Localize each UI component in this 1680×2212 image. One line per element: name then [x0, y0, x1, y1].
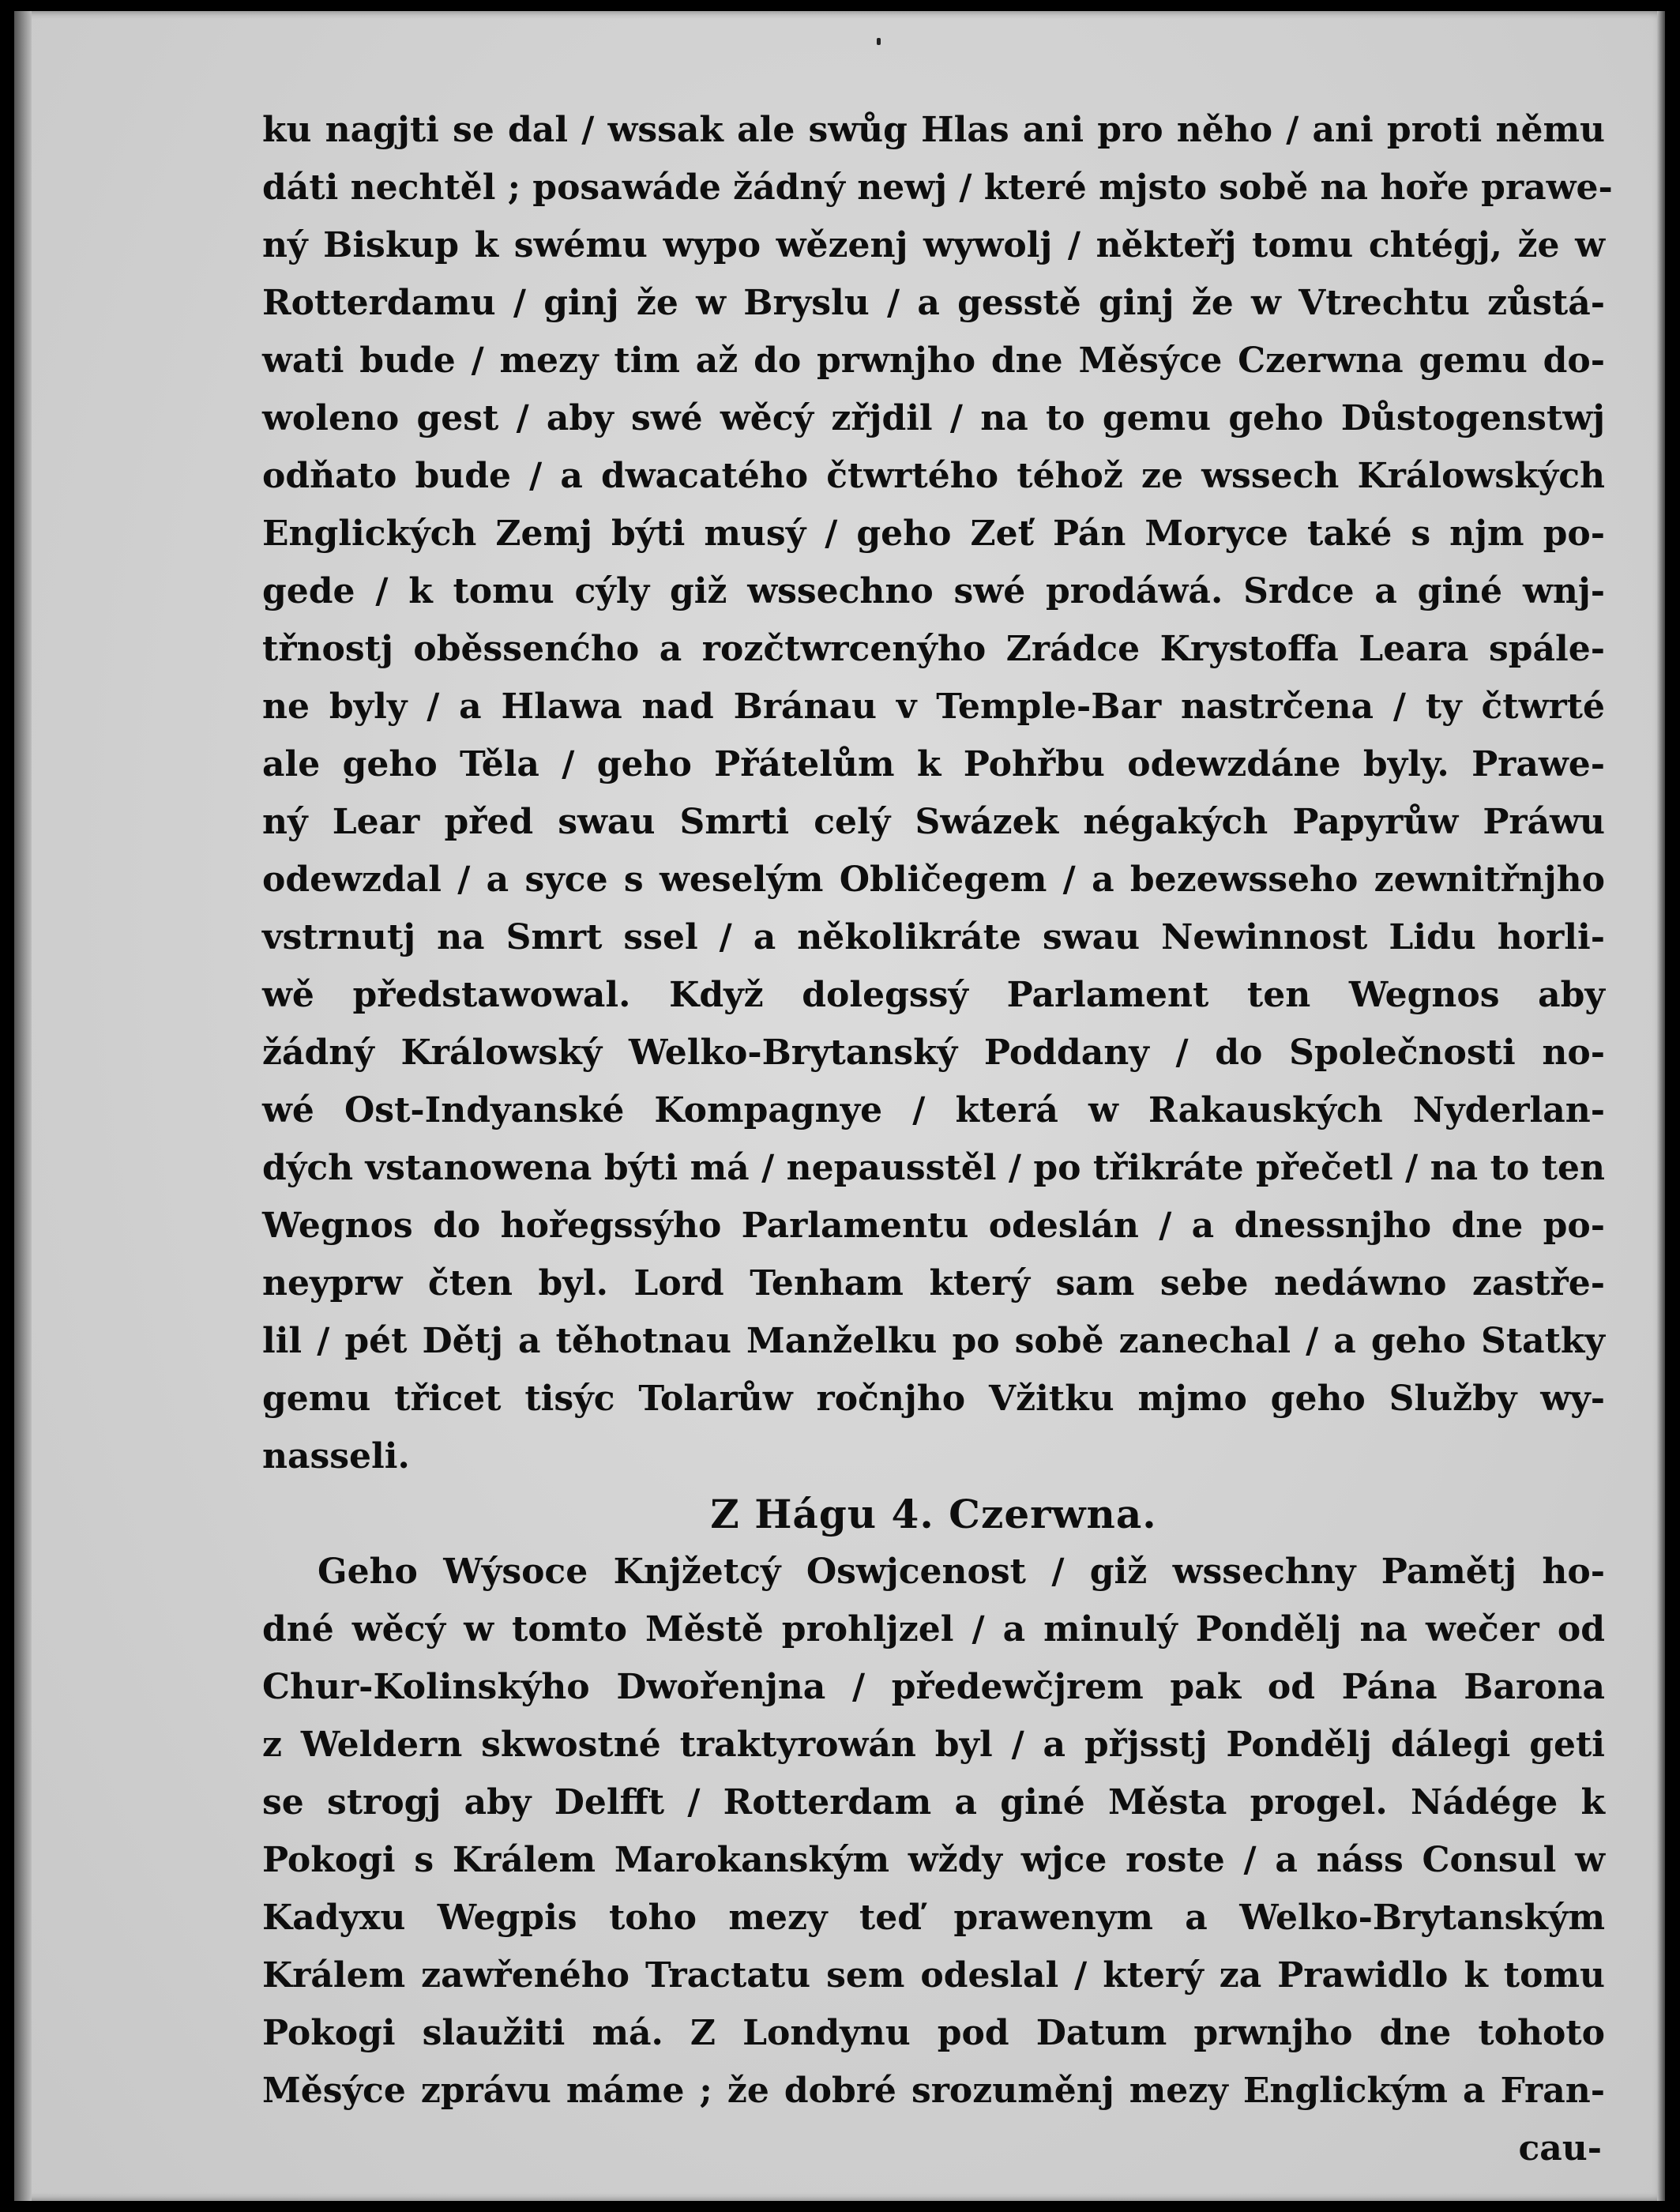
text-line: Rotterdamu / ginj že w Bryslu / a gesstě ginj že w Vtrechtu zůstá- — [262, 283, 1605, 323]
section-heading: Z Hágu 4. Czerwna. — [710, 1491, 1157, 1537]
text-line: ku nagjti se dal / wssak ale swůg Hlas ani pro něho / ani proti němu — [262, 110, 1605, 150]
text-line: Geho Wýsoce Knjžetcý Oswjcenost / giž wssechny Pamětj ho- — [318, 1552, 1605, 1592]
text-line: vstrnutj na Smrt ssel / a několikráte swau Newinnost Lidu horli- — [262, 917, 1605, 957]
page-left-edge — [14, 11, 32, 2201]
text-line: odňato bude / a dwacatého čtwrtého téhož ze wssech Králowských — [262, 456, 1605, 496]
ink-speck — [877, 38, 881, 45]
text-line: Pokogi slaužiti má. Z Londynu pod Datum prwnjho dne tohoto — [262, 2013, 1605, 2053]
text-line: Kadyxu Wegpis toho mezy teď prawenym a Welko-Brytanským — [262, 1898, 1605, 1938]
text-line: dých vstanowena býti má / nepausstěl / po třikráte přečetl / na to ten — [262, 1148, 1605, 1188]
text-line: odewzdal / a syce s weselým Obličegem / a bezewsseho zewnitřnjho — [262, 860, 1605, 900]
text-line: Chur-Kolinskýho Dwořenjna / předewčjrem pak od Pána Barona — [262, 1667, 1605, 1707]
text-line: Králem zawřeného Tractatu sem odeslal / který za Prawidlo k tomu — [262, 1955, 1605, 1996]
text-line: wě předstawowal. Když dolegssý Parlament ten Wegnos aby — [262, 975, 1605, 1015]
text-line: z Weldern skwostné traktyrowán byl / a přjsstj Pondělj dálegi geti — [262, 1725, 1605, 1765]
text-line: se strogj aby Delfft / Rotterdam a giné Města progel. Nádége k — [262, 1782, 1605, 1823]
page-text — [262, 101, 1613, 2177]
text-line: Wegnos do hořegssýho Parlamentu odeslán / a dnessnjho dne po- — [262, 1206, 1605, 1246]
text-line: ný Lear před swau Smrti celý Swázek négakých Papyrůw Práwu — [262, 802, 1605, 842]
text-line: žádný Králowský Welko-Brytanský Poddany / do Společnosti no- — [262, 1033, 1605, 1073]
text-line: neyprw čten byl. Lord Tenham který sam sebe nedáwno zastře- — [262, 1263, 1605, 1304]
text-line: ne byly / a Hlawa nad Bránau v Temple-Bar nastrčena / ty čtwrté — [262, 687, 1605, 727]
text-line: nasseli. — [262, 1436, 410, 1477]
text-line: gemu třicet tisýc Tolarůw ročnjho Vžitku mjmo geho Služby wy- — [262, 1379, 1605, 1419]
text-line: wati bude / mezy tim až do prwnjho dne Měsýce Czerwna gemu do- — [262, 340, 1605, 381]
catchword: cau- — [1518, 2128, 1602, 2169]
page-right-edge — [1657, 11, 1665, 2201]
text-line: třnostj oběssenćho a rozčtwrcenýho Zrádce Krystoffa Leara spále- — [262, 629, 1605, 669]
text-line: Měsýce zprávu máme ; že dobré srozuměnj mezy Englickým a Fran- — [262, 2071, 1605, 2111]
text-line: dáti nechtěl ; posawáde žádný newj / které mjsto sobě na hoře prawe- — [262, 167, 1613, 208]
text-line: Englických Zemj býti musý / geho Zeť Pán Moryce také s njm po- — [262, 514, 1605, 554]
text-line: dné wěcý w tomto Městě prohljzel / a minulý Pondělj na wečer od — [262, 1609, 1605, 1650]
text-line: gede / k tomu cýly giž wssechno swé prodáwá. Srdce a giné wnj- — [262, 571, 1605, 611]
text-line: lil / pét Dětj a těhotnau Manželku po sobě zanechal / a geho Statky — [262, 1321, 1605, 1361]
text-line: wé Ost-Indyanské Kompagnye / která w Rakauských Nyderlan- — [262, 1090, 1605, 1130]
text-line: ale geho Těla / geho Přátelům k Pohřbu odewzdáne byly. Prawe- — [262, 744, 1605, 784]
text-line: Pokogi s Králem Marokanským wždy wjce roste / a náss Consul w — [262, 1840, 1605, 1880]
text-line: woleno gest / aby swé wěcý zřjdil / na to gemu geho Důstogenstwj — [262, 398, 1605, 438]
text-line: ný Biskup k swému wypo wězenj wywolj / někteřj tomu chtégj, že w — [262, 225, 1605, 265]
